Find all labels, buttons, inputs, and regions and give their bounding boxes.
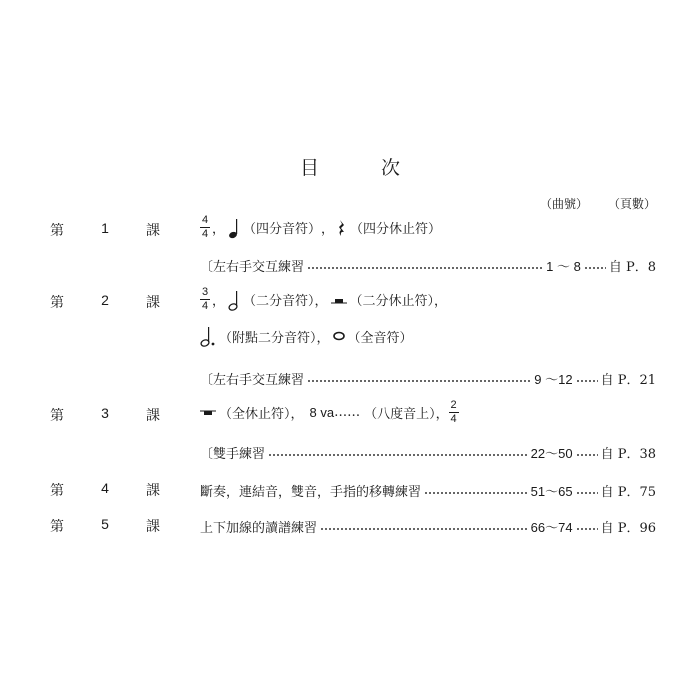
pages-header: （頁數）: [607, 197, 656, 211]
lesson-3-practice: 〔雙手練習 22～50 自 P．38: [200, 446, 656, 462]
lesson-4-label: 第 4 課: [50, 480, 160, 499]
lesson-3-label: 第 3 課: [50, 405, 160, 424]
dotted-half-note-icon: [200, 325, 216, 347]
lesson-2-label: 第 2 課: [50, 292, 160, 311]
half-note-icon: [228, 289, 240, 311]
title-char-1: 目: [299, 157, 319, 179]
lesson-1-label: 第 1 課: [50, 220, 160, 239]
whole-note-icon: [333, 331, 345, 341]
time-signature: $\frac{2}{4}$: [450, 399, 457, 425]
whole-rest-icon: [200, 407, 216, 419]
lesson-2-practice: 〔左右手交互練習 9 ～12 自 P．21: [200, 372, 656, 388]
lesson-5-entry: 上下加線的讀譜練習 66～74 自 P．96: [200, 520, 656, 536]
time-signature: $\frac{3}{4}$: [201, 286, 209, 312]
lesson-5-label: 第 5 課: [50, 516, 160, 535]
lesson-3-topics: （全休止符）， 8 va …… （八度音上）， $\frac{2}{4}$: [200, 400, 461, 425]
lesson-4-entry: 斷奏，連結音，雙音，手指的移轉練習 51～65 自 P．75: [200, 484, 656, 500]
lesson-2-topics: $\frac{3}{4}$ ， （二分音符）， （二分休止符），: [201, 286, 448, 312]
octave-mark: 8 va: [309, 405, 335, 420]
time-signature: $\frac{4}{4}$: [201, 214, 209, 240]
pieces-header: （曲號）: [539, 197, 588, 211]
quarter-rest-icon: [337, 218, 347, 238]
lesson-2-topics-2: （附點二分音符）， （全音符）: [200, 325, 413, 347]
title-char-2: 次: [381, 157, 401, 179]
half-rest-icon: [331, 294, 347, 306]
page-title: [0, 153, 700, 180]
lesson-1-topics: $\frac{4}{4}$ ， （四分音符） ， （四分休止符）: [201, 214, 442, 240]
quarter-note-icon: [228, 217, 240, 239]
column-headers: [540, 195, 656, 212]
lesson-1-practice: 〔左右手交互練習 1 ～ 8 自 P．8: [200, 259, 656, 275]
